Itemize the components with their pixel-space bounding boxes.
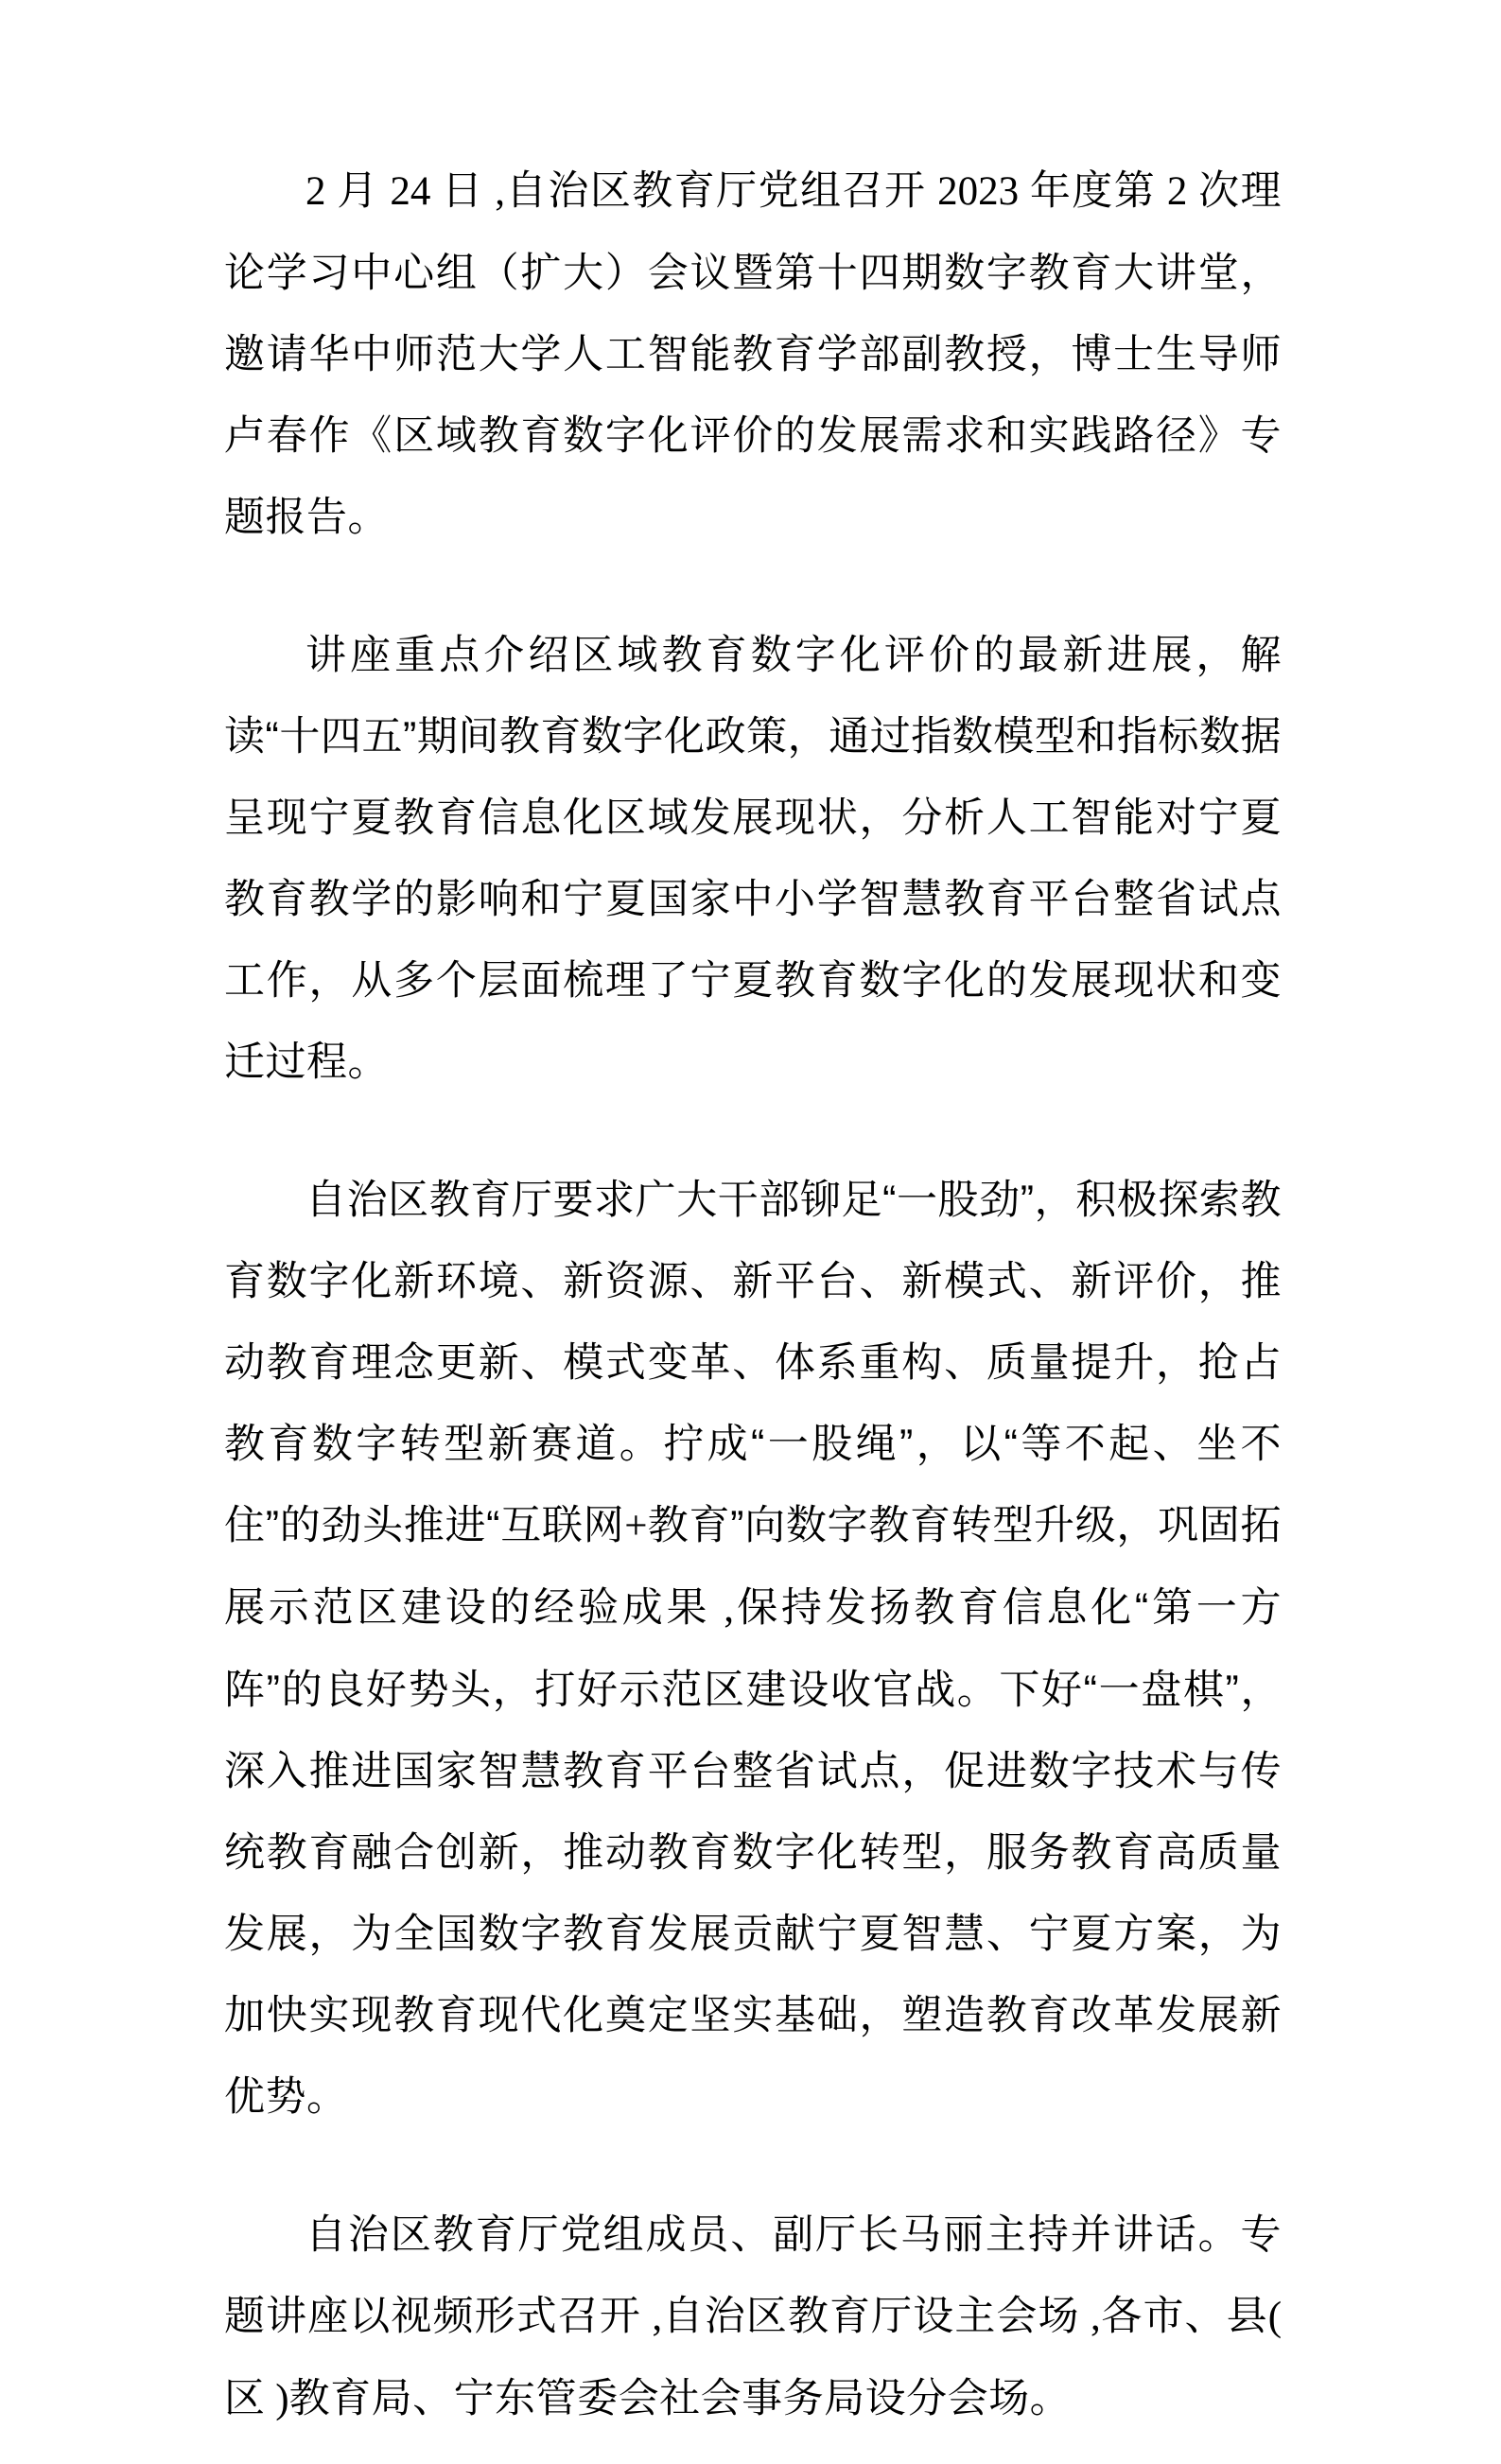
latin-text-run: , [640, 2295, 663, 2339]
paragraph-2: 讲座重点介绍区域教育数字化评价的最新进展，解读“十四五”期间教育数字化政策，通过指数模型和指标数据呈现宁夏教育信息化区域发展现状，分析人工智能对宁夏教育教学的影响和宁夏国家中小学智慧教育平台整省试点工作，从多个层面梳理了宁夏教育数字化的发展现状和变迁过程。 [224, 633, 1282, 1085]
latin-text-run: , [483, 169, 505, 214]
latin-text-run: + [624, 1504, 648, 1548]
paragraph-1: 2 月 24 日 ,自治区教育厅党组召开 2023 年度第 2 次理论学习中心组（扩大）会议暨第十四期数字教育大讲堂，邀请华中师范大学人工智能教育学部副教授，博士生导师卢春作《区域教育数字化评价的发展需求和实践路径》专题报告。 [224, 168, 1283, 540]
latin-text-run: , [1079, 2295, 1101, 2339]
latin-text-run: 24 [378, 169, 443, 214]
paragraph-4: 自治区教育厅党组成员、副厅长马丽主持并讲话。专题讲座以视频形式召开 ,自治区教育厅设主会场 ,各市、县( 区 )教育局、宁东管委会社会事务局设分会场。 [224, 2212, 1283, 2421]
latin-text-run: ( [1267, 2295, 1283, 2339]
paragraph-3: 自治区教育厅要求广大干部铆足“一股劲”，积极探索教育数字化新环境、新资源、新平台、新模式、新评价，推动教育理念更新、模式变革、体系重构、质量提升，抢占教育数字转型新赛道。拧成“一股绳”，以“等不起、坐不住”的劲头推进“互联网+教育”向数字教育转型升级，巩固拓展示范区建设的经验成果 ,保持发扬教育信息化“第一方阵”的良好势头，打好示范区建设收官战。下好“一盘棋”，深入推进国家智慧教育平台整省试点，促进数字技术与传统教育融合创新，推动教育数字化转型，服务教育高质量发展，为全国数字教育发展贡献宁夏智慧、宁夏方案，为加快实现教育现代化奠定坚实基础，塑造教育改革发展新优势。 [224, 1178, 1283, 2120]
latin-text-run: , [710, 1586, 734, 1631]
latin-text-run: ) [265, 2377, 289, 2421]
latin-text-run: 2 [305, 169, 338, 214]
article-body [224, 150, 1282, 2440]
latin-text-run: 2 [1156, 169, 1199, 214]
latin-text-run: 2023 [926, 169, 1030, 214]
